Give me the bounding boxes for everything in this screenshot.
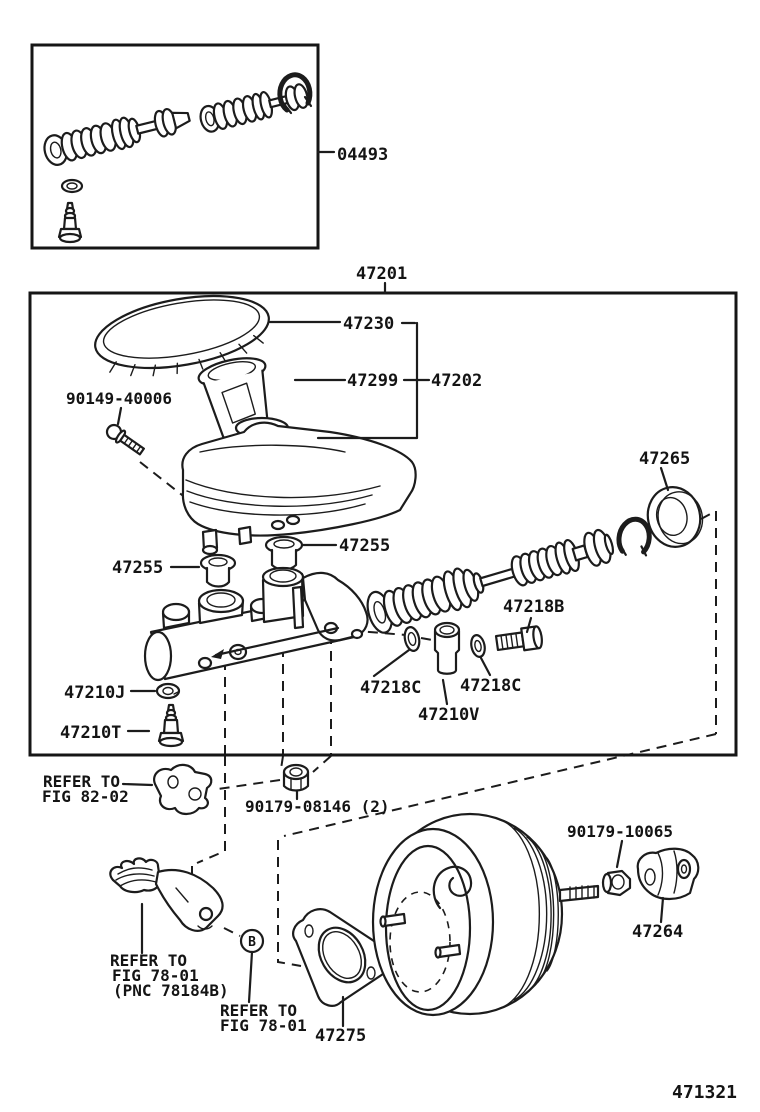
bleeder-plug-47210t — [159, 705, 183, 746]
nut-90179-10065 — [603, 871, 630, 895]
part-label-04493: 04493 — [337, 145, 389, 165]
leader-10065 — [617, 841, 622, 867]
ref-fig8202-line2: FIG 82-02 — [42, 787, 129, 806]
piston-snap-ring — [616, 517, 652, 559]
clevis-bracket-47264 — [638, 849, 699, 899]
union-47210v — [435, 623, 459, 674]
leader-screw — [118, 408, 121, 424]
part-label-47275: 47275 — [315, 1026, 367, 1046]
leader-fig8202 — [123, 784, 152, 785]
part-label-47230: 47230 — [343, 314, 395, 334]
booster-pushrod — [560, 886, 598, 901]
part-label-47265: 47265 — [639, 449, 691, 469]
washer-47218c-left — [403, 626, 422, 652]
part-label-47264: 47264 — [632, 922, 684, 942]
callout-b-label: B — [248, 935, 256, 950]
pedal-support-part — [110, 858, 222, 930]
ref-fig7801pnc-line1: REFER TO — [110, 951, 188, 970]
master-cylinder-body — [145, 568, 368, 680]
part-label-47210j: 47210J — [64, 683, 126, 703]
nut-90179-08146 — [284, 765, 308, 791]
kit-bleeder-screw — [59, 203, 81, 242]
leader-47210v — [443, 680, 447, 704]
ref-fig7801b-line1: REFER TO — [220, 1001, 298, 1020]
reservoir-tank — [182, 423, 415, 554]
kit-piston-assembly-1 — [41, 102, 192, 167]
part-label-47218b: 47218B — [503, 597, 565, 617]
leader-47218c-right — [481, 658, 490, 675]
piston-assembly — [363, 523, 618, 635]
part-label-90179-08146: 90179-08146 (2) — [245, 797, 390, 816]
washer-47218c-right — [469, 634, 486, 658]
leader-47218c-left — [374, 650, 409, 676]
ref-fig7801pnc-line3: (PNC 78184B) — [113, 981, 229, 1000]
leader-47265 — [661, 468, 668, 490]
ref-fig7801pnc-line2: FIG 78-01 — [112, 966, 199, 985]
ref-fig8202-line1: REFER TO — [43, 772, 121, 791]
repair-kit-box — [32, 45, 334, 248]
part-label-47210t: 47210T — [60, 723, 122, 743]
part-label-47218c-left: 47218C — [360, 678, 422, 698]
kit-piston-assembly-2 — [198, 82, 310, 134]
callout-b-circle — [241, 930, 263, 1002]
part-label-47210v: 47210V — [418, 705, 480, 725]
bracket-fig-82-02 — [154, 765, 211, 814]
kit-ring — [62, 180, 82, 192]
part-label-47255-left: 47255 — [112, 558, 164, 578]
part-label-90149-40006: 90149-40006 — [66, 389, 172, 408]
reservoir-screw — [104, 422, 146, 457]
leader-47264 — [661, 898, 663, 922]
grommet-left — [201, 555, 235, 587]
part-label-47201: 47201 — [356, 264, 408, 284]
union-bolt-47218b — [495, 626, 543, 654]
part-label-47202: 47202 — [431, 371, 483, 391]
grommet-right — [266, 537, 302, 570]
part-label-90179-10065: 90179-10065 — [567, 822, 673, 841]
gasket-47210j — [157, 684, 179, 698]
part-label-47218c-right: 47218C — [460, 676, 522, 696]
part-label-47255-right: 47255 — [339, 536, 391, 556]
ref-fig7801b-line2: FIG 78-01 — [220, 1016, 307, 1035]
brake-booster — [373, 814, 598, 1015]
part-label-47299: 47299 — [347, 371, 399, 391]
cylinder-cup-seal — [642, 482, 707, 552]
figure-code: 471321 — [672, 1082, 738, 1103]
